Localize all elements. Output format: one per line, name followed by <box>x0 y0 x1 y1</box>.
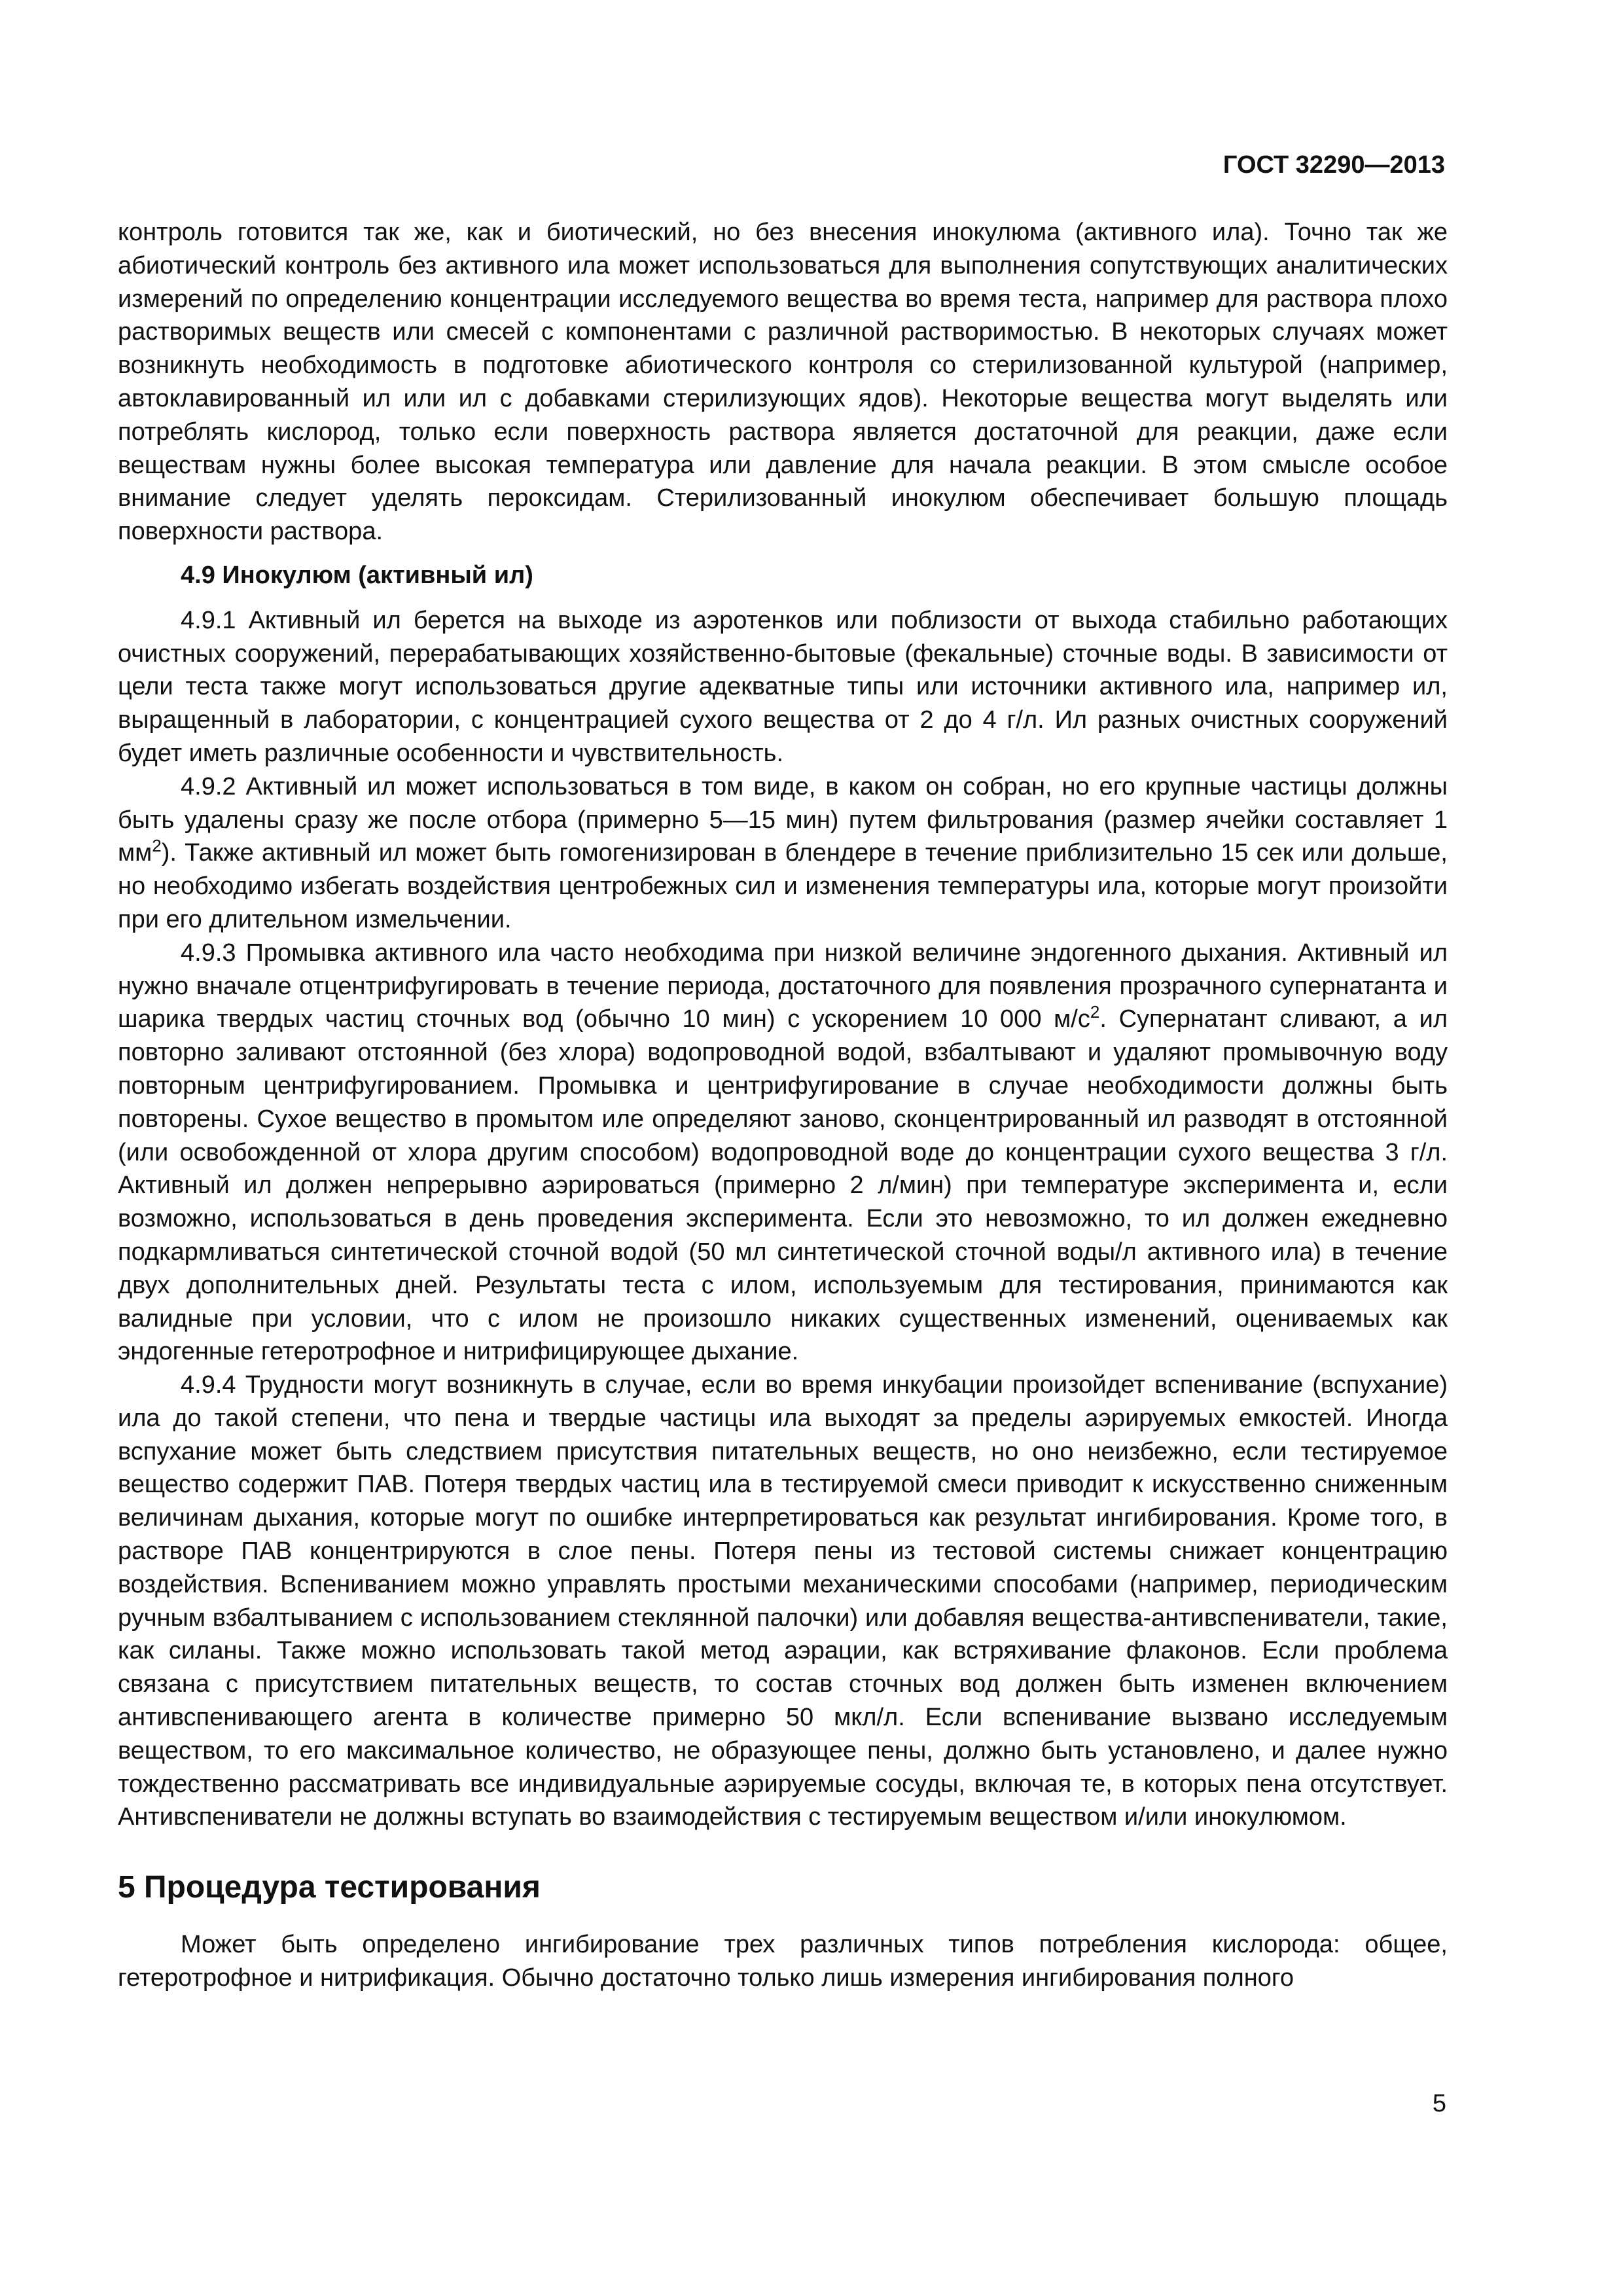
section-heading-5: 5 Процедура тестирования <box>118 1870 541 1905</box>
paragraph-4-9-3 <box>118 937 1448 1369</box>
paragraph-4-9-3-text-a: 4.9.3 Промывка активного ила часто необходима при низкой величине эндогенного дыхания. Активный ил нужно вначале отцентрифугировать в течение периода, достаточного для появления прозрачного супернатанта и шарика твердых частиц сточных вод (обычно 10 мин) с ускорением 10 000 м/с <box>118 939 1448 1033</box>
paragraph-5-intro: Может быть определено ингибирование трех различных типов потребления кислорода: общее, гетеротрофное и нитрификация. Обычно достаточно только лишь измерения ингибирования полного <box>118 1931 1448 1992</box>
paragraph-4-9-2-text-a: 4.9.2 Активный ил может использоваться в том виде, в каком он собран, но его крупные частицы должны быть удалены сразу же после отбора (примерно 5—15 мин) путем фильтрования (размер ячейки составляет 1 мм <box>118 772 1448 867</box>
paragraph-4-9-3-text-b: . Супернатант сливают, а ил повторно заливают отстоянной (без хлора) водопроводной водой, взбалтывают и удаляют промывочную воду повторным центрифугированием. Промывка и центрифугирование в случае необходимости должны быть повторены. Сухое вещество в промытом иле определяют заново, сконцентрированный ил разводят в отстоянной (или освобожденной от хлора другим способом) водопроводной воде до концентрации сухого вещества 3 г/л. Активный ил должен непрерывно аэрироваться (примерно 2 л/мин) при температуре эксперимента и, если возможно, использоваться в день проведения эксперимента. Если это невозможно, то ил должен ежедневно подкармливаться синтетической сточной водой (50 мл синтетической сточной воды/л активного ила) в течение двух дополнительных дней. Результаты теста с илом, используемым для тестирования, принимаются как валидные при условии, что с илом не произошло никаких существенных изменений, оцениваемых как эндогенные гетеротрофное и нитрифицирующее дыхание. <box>118 1005 1448 1366</box>
paragraph-4-9-4: 4.9.4 Трудности могут возникнуть в случае, если во время инкубации произойдет вспенивание (вспухание) ила до такой степени, что пена и твердые частицы ила выходят за пределы аэрируемых емкостей. Иногда вспухание может быть следствием присутствия питательных веществ, но оно неизбежно, если тестируемое вещество содержит ПАВ. Потеря твердых частиц ила в тестируемой смеси приводит к искусственно сниженным величинам дыхания, которые могут по ошибке интерпретироваться как результат ингибирования. Кроме того, в растворе ПАВ концентрируются в слое пены. Потеря пены из тестовой системы снижает концентрацию воздействия. Вспениванием можно управлять простыми механическими способами (например, периодическим ручным взбалтыванием с использованием стеклянной палочки) или добавляя вещества-антивспениватели, такие, как силаны. Также можно использовать такой метод аэрации, как встряхивание флаконов. Если проблема связана с присутствием питательных веществ, то состав сточных вод должен быть изменен включением антивспенивающего агента в количестве примерно 50 мкл/л. Если вспенивание вызвано исследуемым веществом, то его максимальное количество, не образующее пены, должно быть установлено, и далее нужно тождественно рассматривать все индивидуальные аэрируемые сосуды, включая те, в которых пена отсутствует. Антивспениватели не должны вступать во взаимодействия с тестируемым веществом и/или инокулюмом. <box>118 1371 1448 1831</box>
paragraph-4-9-1: 4.9.1 Активный ил берется на выходе из аэротенков или поблизости от выхода стабильно работающих очистных сооружений, перерабатывающих хозяйственно-бытовые (фекальные) сточные воды. В зависимости от цели теста также могут использоваться другие адекватные типы или источники активного ила, например ил, выращенный в лаборатории, с концентрацией сухого вещества от 2 до 4 г/л. Ил разных очистных сооружений будет иметь различные особенности и чувствительность. <box>118 606 1448 767</box>
paragraph-abiotic-control: контроль готовится так же, как и биотический, но без внесения инокулюма (активного ила). Точно так же абиотический контроль без активного ила может использоваться для выполнения сопутствующих аналитических измерений по определению концентрации исследуемого вещества во время теста, например для раствора плохо растворимых веществ или смесей с компонентами с различной растворимостью. В некоторых случаях может возникнуть необходимость в подготовке абиотического контроля со стерилизованной культурой (например, автоклавированный ил или ил с добавками стерилизующих ядов). Некоторые вещества могут выделять или потреблять кислород, только если поверхность раствора является достаточной для реакции, даже если веществам нужны более высокая температура или давление для начала реакции. В этом смысле особое внимание следует уделять пероксидам. Стерилизованный инокулюм обеспечивает большую площадь поверхности раствора. <box>118 219 1448 546</box>
document-body <box>118 216 1448 1995</box>
subsection-heading-4-9: 4.9 Инокулюм (активный ил) <box>181 561 533 589</box>
superscript-2: 2 <box>152 836 162 856</box>
paragraph-4-9-2 <box>118 770 1448 937</box>
paragraph-4-9-2-text-b: ). Также активный ил может быть гомогенизирован в блендере в течение приблизительно 15 сек или дольше, но необходимо избегать воздействия центробежных сил и изменения температуры ила, которые могут произойти при его длительном измельчении. <box>118 839 1448 933</box>
page-number: 5 <box>1432 2090 1446 2117</box>
document-code: ГОСТ 32290—2013 <box>1222 151 1445 179</box>
superscript-2: 2 <box>1090 1002 1100 1022</box>
